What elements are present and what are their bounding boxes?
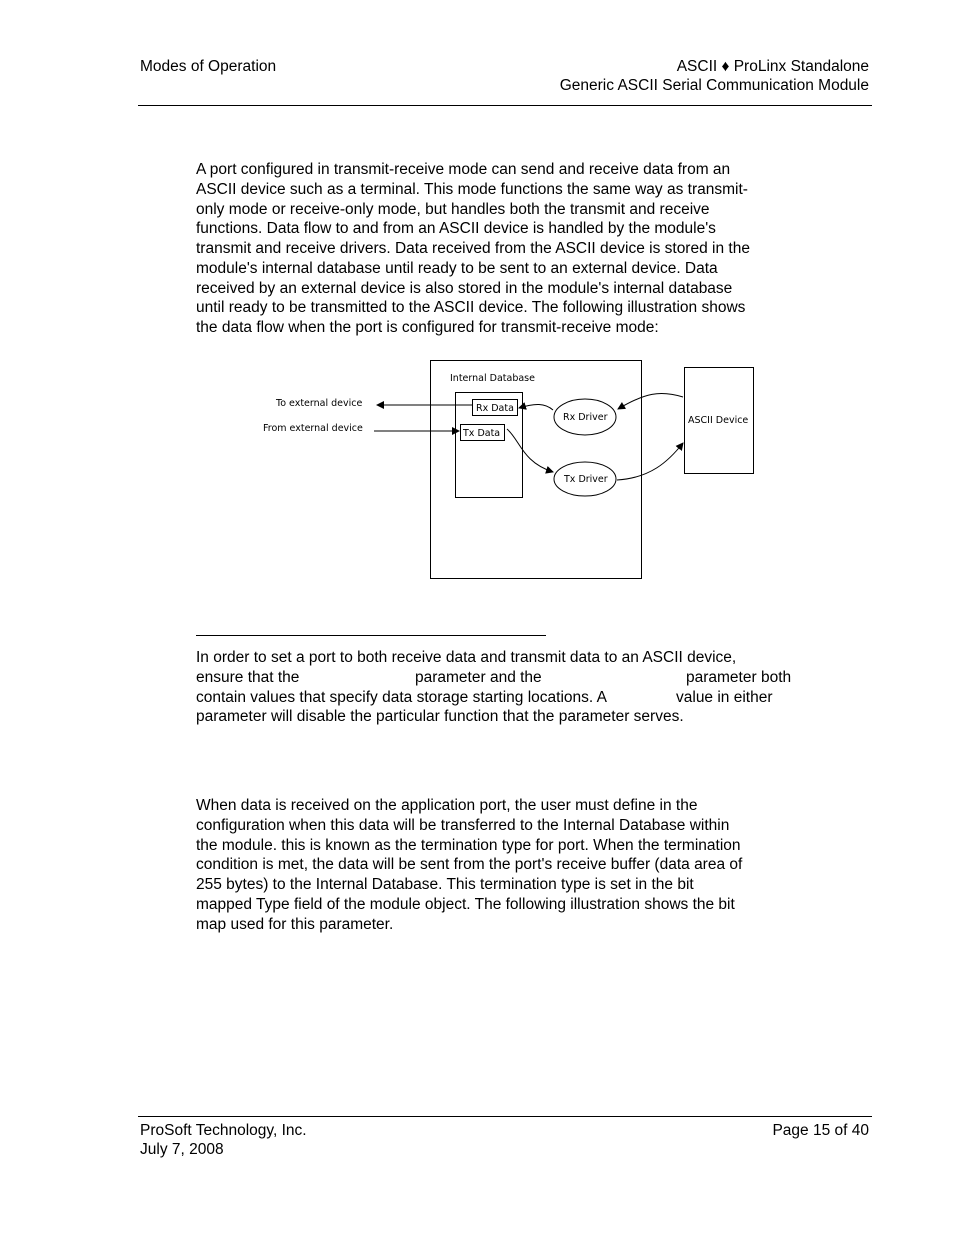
para1-line: transmit and receive drivers. Data received from the ASCII device is stored in the <box>196 240 750 257</box>
header-section-title: Modes of Operation <box>140 58 277 75</box>
note-line-mid: parameter and the <box>415 669 542 686</box>
note-line: contain values that specify data storage starting locations. A <box>196 689 607 706</box>
tx-driver-label: Tx Driver <box>564 474 608 485</box>
footer-rule <box>138 1116 872 1117</box>
para2-line: mapped Type field of the module object. The following illustration shows the bit <box>196 896 735 913</box>
para2-line: When data is received on the application port, the user must define in the <box>196 797 698 814</box>
para1-line: received by an external device is also stored in the module's internal database <box>196 280 733 297</box>
footer-date: July 7, 2008 <box>140 1141 224 1158</box>
header-product-line2: Generic ASCII Serial Communication Module <box>559 77 869 94</box>
footer-left <box>140 1121 307 1159</box>
rx-data-label: Rx Data <box>476 403 514 414</box>
ascii-to-rx-driver-arrow <box>618 393 683 409</box>
note-line-start: ensure that the <box>196 669 300 686</box>
note-line: In order to set a port to both receive data and transmit data to an ASCII device, <box>196 649 737 666</box>
footer-company: ProSoft Technology, Inc. <box>140 1122 307 1139</box>
internal-database-label: Internal Database <box>450 373 535 384</box>
para1-line: until ready to be transmitted to the ASCII device. The following illustration shows <box>196 299 746 316</box>
note-line: parameter will disable the particular function that the parameter serves. <box>196 708 684 725</box>
para2-line: map used for this parameter. <box>196 916 394 933</box>
para2-line: configuration when this data will be transferred to the Internal Database within <box>196 817 730 834</box>
footer-page-number: Page 15 of 40 <box>772 1122 869 1139</box>
para1-line: only mode or receive-only mode, but handles both the transmit and receive <box>196 201 710 218</box>
tx-data-to-tx-driver-arrow <box>507 429 553 472</box>
note-rule <box>196 635 546 636</box>
tx-data-label: Tx Data <box>463 428 501 439</box>
para2-line: condition is met, the data will be sent from the port's receive buffer (data area of <box>196 856 743 873</box>
para1-line: the data flow when the port is configured for transmit-receive mode: <box>196 319 659 336</box>
note-line-end: value in either <box>676 689 773 706</box>
to-external-label: To external device <box>276 398 363 409</box>
rx-driver-label: Rx Driver <box>563 412 608 423</box>
internal-database-box <box>431 361 642 579</box>
para2-line: the module. this is known as the termination type for port. When the termination <box>196 837 741 854</box>
para1-line: ASCII device such as a terminal. This mode functions the same way as transmit- <box>196 181 748 198</box>
note-line-end: parameter both <box>686 669 792 686</box>
header-product-line1: ASCII ♦ ProLinx Standalone <box>676 58 869 75</box>
para2-line: 255 bytes) to the Internal Database. This termination type is set in the bit <box>196 876 694 893</box>
para1-line: module's internal database until ready to be sent to an external device. Data <box>196 260 718 277</box>
rx-driver-to-rx-data-arrow <box>519 404 553 410</box>
ascii-device-label: ASCII Device <box>688 415 749 426</box>
para1-line: A port configured in transmit-receive mode can send and receive data from an <box>196 161 731 178</box>
data-flow-diagram <box>0 0 954 600</box>
para1-line: functions. Data flow to and from an ASCII device is handled by the module's <box>196 220 716 237</box>
tx-driver-to-ascii-arrow <box>617 443 683 480</box>
from-external-label: From external device <box>263 423 363 434</box>
